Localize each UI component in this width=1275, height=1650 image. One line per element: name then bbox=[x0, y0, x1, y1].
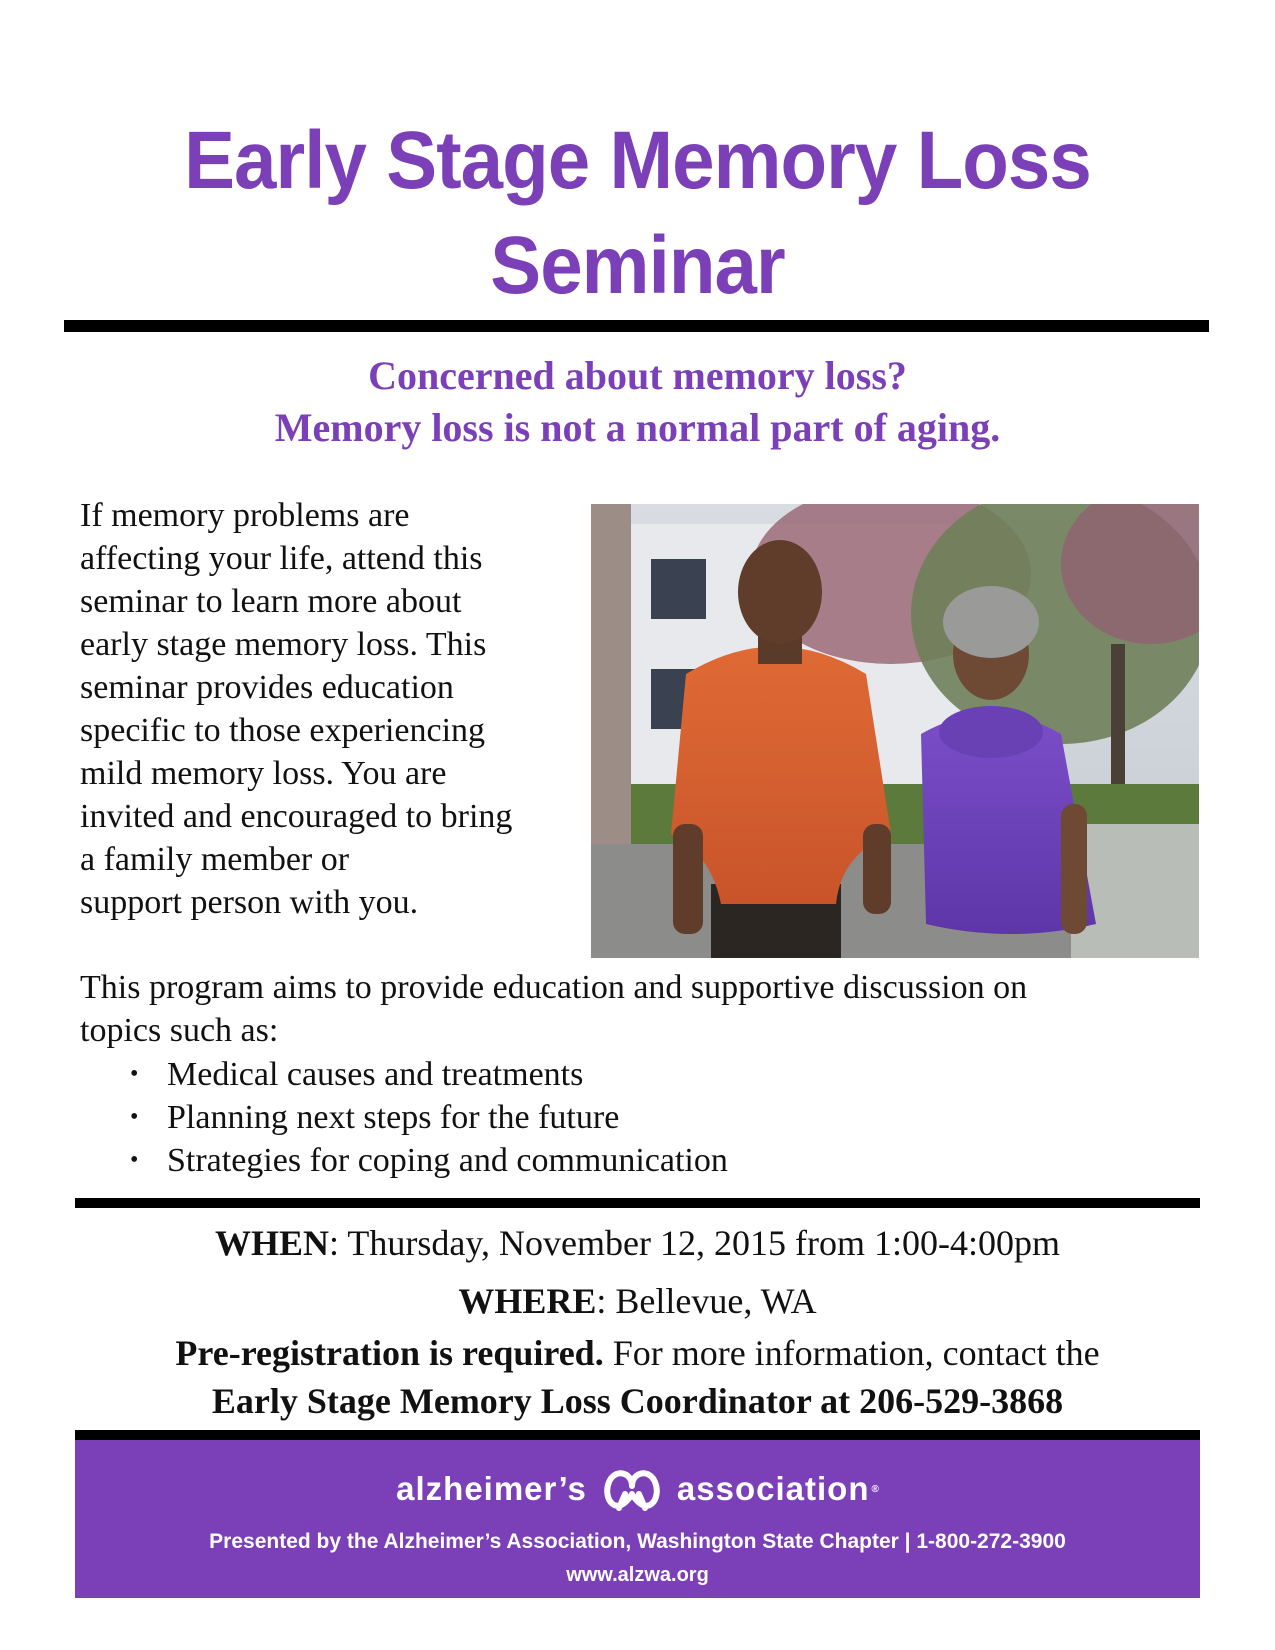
intro-line: affecting your life, attend this bbox=[80, 540, 483, 577]
where-value: : Bellevue, WA bbox=[596, 1281, 817, 1321]
intro-line: invited and encouraged to bring bbox=[80, 798, 513, 835]
program-line-1: This program aims to provide education and supportive discussion on bbox=[80, 969, 1028, 1006]
registered-mark: ® bbox=[871, 1483, 879, 1495]
intro-line: seminar to learn more about bbox=[80, 583, 462, 620]
prereg-bold: Pre-registration is required. bbox=[175, 1333, 604, 1373]
logo-word-right: association bbox=[676, 1470, 870, 1507]
where-label: WHERE bbox=[458, 1281, 597, 1321]
topics-list bbox=[120, 1053, 728, 1182]
intro-line: mild memory loss. You are bbox=[80, 755, 447, 792]
where-line bbox=[0, 1278, 1275, 1324]
when-value: : Thursday, November 12, 2015 from 1:00-4:00pm bbox=[329, 1223, 1060, 1263]
list-item: • Planning next steps for the future bbox=[120, 1096, 728, 1139]
title-line-2: Seminar bbox=[490, 220, 785, 311]
intro-line: seminar provides education bbox=[80, 669, 454, 706]
intro-paragraph bbox=[80, 494, 580, 924]
when-line bbox=[0, 1220, 1275, 1266]
list-item: • Medical causes and treatments bbox=[120, 1053, 728, 1096]
intro-line: early stage memory loss. This bbox=[80, 626, 487, 663]
bullet-icon: • bbox=[130, 1104, 139, 1130]
subheading bbox=[0, 350, 1275, 454]
footer-band bbox=[75, 1440, 1200, 1598]
bullet-icon: • bbox=[130, 1061, 139, 1087]
website-url[interactable]: www.alzwa.org bbox=[566, 1564, 709, 1586]
top-divider bbox=[64, 320, 1209, 332]
presented-by: Presented by the Alzheimer’s Association, Washington State Chapter | 1-800-272-3900 bbox=[209, 1530, 1066, 1553]
intro-line: support person with you. bbox=[80, 884, 419, 921]
intro-line: a family member or bbox=[80, 841, 350, 878]
program-paragraph bbox=[80, 966, 1210, 1052]
list-item: • Strategies for coping and communication bbox=[120, 1139, 728, 1182]
prereg-line bbox=[0, 1330, 1275, 1376]
alzheimers-association-logo bbox=[75, 1460, 1200, 1518]
intro-line: If memory problems are bbox=[80, 497, 410, 534]
bullet-icon: • bbox=[130, 1147, 139, 1173]
couple-photo bbox=[591, 504, 1199, 958]
prereg-text: For more information, contact the bbox=[603, 1333, 1100, 1373]
title-line-1: Early Stage Memory Loss bbox=[184, 115, 1091, 206]
footer-divider bbox=[75, 1430, 1200, 1440]
subheading-line-2: Memory loss is not a normal part of aging. bbox=[274, 405, 1001, 450]
coordinator-line bbox=[0, 1378, 1275, 1424]
when-label: WHEN bbox=[215, 1223, 330, 1263]
program-line-2: topics such as: bbox=[80, 1012, 279, 1049]
subheading-line-1: Concerned about memory loss? bbox=[368, 353, 907, 398]
intro-line: specific to those experiencing bbox=[80, 712, 486, 749]
logo-word-left: alzheimer’s bbox=[396, 1470, 587, 1507]
purple-ribbon-icon bbox=[597, 1464, 667, 1514]
middle-divider bbox=[75, 1198, 1200, 1208]
page-title bbox=[0, 108, 1275, 318]
coordinator-text: Early Stage Memory Loss Coordinator at 206-529-3868 bbox=[211, 1381, 1064, 1421]
